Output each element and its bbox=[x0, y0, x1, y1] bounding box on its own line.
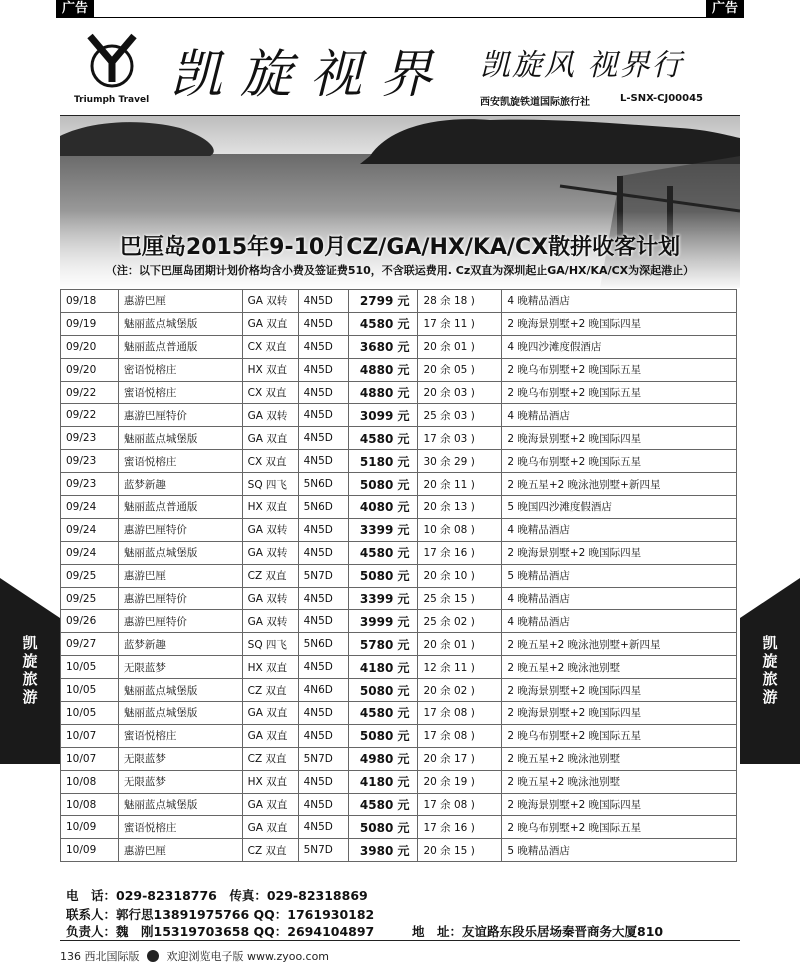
cell-seats: 12 余 11 ) bbox=[418, 656, 502, 679]
table-row bbox=[61, 450, 737, 473]
table-row bbox=[61, 541, 737, 564]
cell-price: 4880 元 bbox=[348, 358, 418, 381]
cell-date: 09/23 bbox=[61, 450, 119, 473]
cell-product: 蜜语悦榕庄 bbox=[118, 816, 242, 839]
cell-hotel: 5 晚国四沙滩度假酒店 bbox=[502, 496, 737, 519]
table-row bbox=[61, 724, 737, 747]
cell-flight: HX 双直 bbox=[242, 496, 298, 519]
cell-price: 3399 元 bbox=[348, 587, 418, 610]
cell-product: 蜜语悦榕庄 bbox=[118, 381, 242, 404]
footer bbox=[60, 948, 329, 964]
cell-product: 蓝梦新趣 bbox=[118, 633, 242, 656]
cell-flight: GA 双转 bbox=[242, 404, 298, 427]
cell-product: 魅丽蓝点城堡版 bbox=[118, 793, 242, 816]
cell-hotel: 2 晚五星+2 晚泳池别墅 bbox=[502, 770, 737, 793]
cell-days: 5N7D bbox=[298, 564, 348, 587]
cell-flight: GA 双转 bbox=[242, 541, 298, 564]
cell-flight: GA 双直 bbox=[242, 793, 298, 816]
cell-hotel: 2 晚五星+2 晚泳池别墅 bbox=[502, 656, 737, 679]
cell-price: 4880 元 bbox=[348, 381, 418, 404]
cell-seats: 20 余 15 ) bbox=[418, 839, 502, 862]
cell-date: 09/19 bbox=[61, 312, 119, 335]
cell-hotel: 2 晚海景别墅+2 晚国际四星 bbox=[502, 541, 737, 564]
cell-flight: SQ 四飞 bbox=[242, 473, 298, 496]
cell-days: 4N5D bbox=[298, 793, 348, 816]
cell-date: 10/08 bbox=[61, 770, 119, 793]
cell-seats: 17 余 16 ) bbox=[418, 541, 502, 564]
cell-price: 4580 元 bbox=[348, 427, 418, 450]
cell-hotel: 4 晚精品酒店 bbox=[502, 404, 737, 427]
cell-price: 3680 元 bbox=[348, 335, 418, 358]
cell-flight: CZ 双直 bbox=[242, 747, 298, 770]
cell-hotel: 5 晚精品酒店 bbox=[502, 839, 737, 862]
cell-seats: 17 余 16 ) bbox=[418, 816, 502, 839]
table-row bbox=[61, 335, 737, 358]
cell-seats: 20 余 01 ) bbox=[418, 633, 502, 656]
cell-price: 3099 元 bbox=[348, 404, 418, 427]
cell-date: 10/07 bbox=[61, 747, 119, 770]
cell-price: 4580 元 bbox=[348, 793, 418, 816]
cell-product: 无限蓝梦 bbox=[118, 770, 242, 793]
cell-flight: GA 双转 bbox=[242, 518, 298, 541]
table-row bbox=[61, 496, 737, 519]
cell-date: 09/18 bbox=[61, 290, 119, 313]
contact-phone: 电 话：029-82318776 传真：029-82318869 bbox=[66, 888, 368, 903]
cell-product: 魅丽蓝点普通版 bbox=[118, 496, 242, 519]
cell-days: 4N5D bbox=[298, 816, 348, 839]
cell-date: 10/05 bbox=[61, 702, 119, 725]
cell-flight: HX 双直 bbox=[242, 358, 298, 381]
cell-days: 5N6D bbox=[298, 496, 348, 519]
cell-price: 4180 元 bbox=[348, 656, 418, 679]
cell-date: 09/20 bbox=[61, 358, 119, 381]
table-row bbox=[61, 633, 737, 656]
cell-seats: 17 余 08 ) bbox=[418, 702, 502, 725]
cell-seats: 20 余 03 ) bbox=[418, 381, 502, 404]
table-row bbox=[61, 839, 737, 862]
cell-seats: 17 余 11 ) bbox=[418, 312, 502, 335]
cell-seats: 25 余 03 ) bbox=[418, 404, 502, 427]
cell-hotel: 2 晚乌布别墅+2 晚国际五星 bbox=[502, 381, 737, 404]
cell-seats: 20 余 05 ) bbox=[418, 358, 502, 381]
cell-days: 4N5D bbox=[298, 290, 348, 313]
cell-product: 魅丽蓝点城堡版 bbox=[118, 427, 242, 450]
cell-product: 魅丽蓝点城堡版 bbox=[118, 702, 242, 725]
cell-seats: 20 余 01 ) bbox=[418, 335, 502, 358]
cell-hotel: 2 晚乌布别墅+2 晚国际五星 bbox=[502, 724, 737, 747]
cell-days: 4N5D bbox=[298, 312, 348, 335]
cell-seats: 10 余 08 ) bbox=[418, 518, 502, 541]
cell-hotel: 4 晚精品酒店 bbox=[502, 587, 737, 610]
cell-date: 09/25 bbox=[61, 564, 119, 587]
cell-seats: 17 余 08 ) bbox=[418, 793, 502, 816]
cell-seats: 17 余 03 ) bbox=[418, 427, 502, 450]
cell-product: 惠游巴厘特价 bbox=[118, 404, 242, 427]
cell-price: 4580 元 bbox=[348, 702, 418, 725]
hero-banner bbox=[60, 116, 740, 288]
cell-days: 5N6D bbox=[298, 633, 348, 656]
agency-name: 西安凯旋铁道国际旅行社 bbox=[480, 97, 590, 108]
table-row bbox=[61, 770, 737, 793]
cell-date: 10/09 bbox=[61, 816, 119, 839]
cell-product: 惠游巴厘 bbox=[118, 839, 242, 862]
table-row bbox=[61, 747, 737, 770]
ad-label-left: 广告 bbox=[56, 0, 94, 18]
cell-date: 10/09 bbox=[61, 839, 119, 862]
cell-flight: CZ 双直 bbox=[242, 679, 298, 702]
cell-date: 09/26 bbox=[61, 610, 119, 633]
cell-days: 4N5D bbox=[298, 404, 348, 427]
cell-seats: 30 余 29 ) bbox=[418, 450, 502, 473]
cell-days: 4N5D bbox=[298, 610, 348, 633]
cell-hotel: 4 晚四沙滩度假酒店 bbox=[502, 335, 737, 358]
cell-price: 4180 元 bbox=[348, 770, 418, 793]
table-row bbox=[61, 312, 737, 335]
table-row bbox=[61, 381, 737, 404]
cell-product: 密语悦榕庄 bbox=[118, 358, 242, 381]
cell-days: 4N5D bbox=[298, 724, 348, 747]
cell-price: 3980 元 bbox=[348, 839, 418, 862]
cell-flight: HX 双直 bbox=[242, 770, 298, 793]
contact-person: 联系人：郭行思13891975766 QQ：1761930182 bbox=[66, 907, 375, 922]
cell-product: 惠游巴厘特价 bbox=[118, 518, 242, 541]
table-row bbox=[61, 404, 737, 427]
cell-product: 蓝梦新趣 bbox=[118, 473, 242, 496]
cell-seats: 20 余 19 ) bbox=[418, 770, 502, 793]
cell-flight: GA 双直 bbox=[242, 312, 298, 335]
cell-hotel: 5 晚精品酒店 bbox=[502, 564, 737, 587]
cell-hotel: 2 晚海景别墅+2 晚国际四星 bbox=[502, 312, 737, 335]
cell-date: 09/22 bbox=[61, 381, 119, 404]
cell-hotel: 2 晚五星+2 晚泳池别墅 bbox=[502, 747, 737, 770]
triumph-logo-icon bbox=[82, 30, 142, 90]
table-row bbox=[61, 610, 737, 633]
table-row bbox=[61, 358, 737, 381]
cell-price: 5080 元 bbox=[348, 724, 418, 747]
cell-hotel: 2 晚乌布别墅+2 晚国际五星 bbox=[502, 450, 737, 473]
contact-address: 地 址：友谊路东段乐居场秦晋商务大厦810 bbox=[412, 924, 664, 939]
schedule-title: 巴厘岛2015年9-10月CZ/GA/HX/KA/CX散拼收客计划 bbox=[119, 235, 681, 260]
cell-product: 无限蓝梦 bbox=[118, 747, 242, 770]
cell-date: 09/23 bbox=[61, 427, 119, 450]
cell-price: 2799 元 bbox=[348, 290, 418, 313]
cell-days: 4N5D bbox=[298, 358, 348, 381]
cell-flight: GA 双直 bbox=[242, 816, 298, 839]
cell-date: 09/22 bbox=[61, 404, 119, 427]
site-text: 欢迎浏览电子版 www.zyoo.com bbox=[166, 950, 330, 963]
cell-product: 魅丽蓝点城堡版 bbox=[118, 679, 242, 702]
cell-product: 魅丽蓝点城堡版 bbox=[118, 312, 242, 335]
cell-price: 3399 元 bbox=[348, 518, 418, 541]
table-row bbox=[61, 473, 737, 496]
cell-days: 4N5D bbox=[298, 587, 348, 610]
table-row bbox=[61, 793, 737, 816]
cell-seats: 25 余 15 ) bbox=[418, 587, 502, 610]
cell-days: 5N6D bbox=[298, 473, 348, 496]
cell-date: 09/25 bbox=[61, 587, 119, 610]
cell-days: 4N5D bbox=[298, 518, 348, 541]
cell-price: 4080 元 bbox=[348, 496, 418, 519]
cell-date: 09/24 bbox=[61, 541, 119, 564]
cell-hotel: 2 晚海景别墅+2 晚国际四星 bbox=[502, 793, 737, 816]
brand-name: 凯旋视界 bbox=[170, 45, 451, 105]
page-number: 136 西北国际版 bbox=[60, 950, 140, 963]
cell-flight: GA 双转 bbox=[242, 587, 298, 610]
cell-hotel: 2 晚海景别墅+2 晚国际四星 bbox=[502, 679, 737, 702]
contact-manager: 负责人：魏 刚15319703658 QQ：2694104897 bbox=[66, 924, 375, 939]
cell-price: 5080 元 bbox=[348, 679, 418, 702]
cell-date: 09/20 bbox=[61, 335, 119, 358]
cell-hotel: 2 晚海景别墅+2 晚国际四星 bbox=[502, 702, 737, 725]
cell-price: 5080 元 bbox=[348, 473, 418, 496]
cell-days: 4N5D bbox=[298, 702, 348, 725]
cell-days: 5N7D bbox=[298, 747, 348, 770]
cell-product: 惠游巴厘特价 bbox=[118, 610, 242, 633]
contact-rule bbox=[60, 940, 740, 941]
side-text-right: 凯 旋 旅 游 bbox=[762, 634, 778, 706]
cell-days: 5N7D bbox=[298, 839, 348, 862]
table-row bbox=[61, 427, 737, 450]
cell-days: 4N5D bbox=[298, 541, 348, 564]
cell-product: 惠游巴厘 bbox=[118, 564, 242, 587]
cell-hotel: 2 晚五星+2 晚泳池别墅+新四星 bbox=[502, 473, 737, 496]
globe-icon bbox=[147, 950, 159, 962]
cell-hotel: 2 晚乌布别墅+2 晚国际五星 bbox=[502, 816, 737, 839]
cell-flight: CX 双直 bbox=[242, 450, 298, 473]
table-row bbox=[61, 564, 737, 587]
cell-hotel: 4 晚精品酒店 bbox=[502, 610, 737, 633]
header bbox=[60, 18, 740, 116]
cell-hotel: 4 晚精品酒店 bbox=[502, 518, 737, 541]
cell-product: 无限蓝梦 bbox=[118, 656, 242, 679]
cell-flight: GA 双直 bbox=[242, 724, 298, 747]
cell-seats: 28 余 18 ) bbox=[418, 290, 502, 313]
cell-seats: 17 余 08 ) bbox=[418, 724, 502, 747]
ad-label-right: 广告 bbox=[706, 0, 744, 18]
license-number: L-SNX-CJ00045 bbox=[620, 93, 703, 104]
cell-days: 4N5D bbox=[298, 427, 348, 450]
schedule-table bbox=[60, 289, 737, 862]
cell-date: 09/27 bbox=[61, 633, 119, 656]
cell-flight: CZ 双直 bbox=[242, 839, 298, 862]
cell-days: 4N6D bbox=[298, 679, 348, 702]
cell-days: 4N5D bbox=[298, 656, 348, 679]
slogan: 凯旋风 视界行 bbox=[480, 48, 684, 83]
cell-seats: 20 余 13 ) bbox=[418, 496, 502, 519]
table-row bbox=[61, 656, 737, 679]
cell-product: 惠游巴厘特价 bbox=[118, 587, 242, 610]
cell-price: 4580 元 bbox=[348, 541, 418, 564]
table-row bbox=[61, 518, 737, 541]
cell-hotel: 2 晚乌布别墅+2 晚国际五星 bbox=[502, 358, 737, 381]
cell-flight: GA 双转 bbox=[242, 290, 298, 313]
cell-price: 5780 元 bbox=[348, 633, 418, 656]
cell-flight: GA 双转 bbox=[242, 610, 298, 633]
cell-days: 4N5D bbox=[298, 450, 348, 473]
side-text-left: 凯 旋 旅 游 bbox=[22, 634, 38, 706]
cell-price: 5180 元 bbox=[348, 450, 418, 473]
cell-seats: 25 余 02 ) bbox=[418, 610, 502, 633]
cell-flight: CX 双直 bbox=[242, 381, 298, 404]
cell-flight: SQ 四飞 bbox=[242, 633, 298, 656]
cell-price: 3999 元 bbox=[348, 610, 418, 633]
cell-flight: GA 双直 bbox=[242, 702, 298, 725]
cell-seats: 20 余 17 ) bbox=[418, 747, 502, 770]
cell-product: 蜜语悦榕庄 bbox=[118, 450, 242, 473]
cell-seats: 20 余 10 ) bbox=[418, 564, 502, 587]
cell-hotel: 2 晚海景别墅+2 晚国际四星 bbox=[502, 427, 737, 450]
cell-seats: 20 余 02 ) bbox=[418, 679, 502, 702]
cell-price: 4580 元 bbox=[348, 312, 418, 335]
cell-date: 10/05 bbox=[61, 679, 119, 702]
cell-flight: GA 双直 bbox=[242, 427, 298, 450]
cell-date: 09/24 bbox=[61, 518, 119, 541]
cell-price: 5080 元 bbox=[348, 564, 418, 587]
cell-product: 惠游巴厘 bbox=[118, 290, 242, 313]
cell-price: 5080 元 bbox=[348, 816, 418, 839]
cell-days: 4N5D bbox=[298, 335, 348, 358]
table-row bbox=[61, 290, 737, 313]
cell-seats: 20 余 11 ) bbox=[418, 473, 502, 496]
cell-date: 10/05 bbox=[61, 656, 119, 679]
cell-hotel: 4 晚精品酒店 bbox=[502, 290, 737, 313]
cell-flight: CZ 双直 bbox=[242, 564, 298, 587]
cell-days: 4N5D bbox=[298, 770, 348, 793]
cell-days: 4N5D bbox=[298, 381, 348, 404]
cell-date: 10/07 bbox=[61, 724, 119, 747]
table-row bbox=[61, 679, 737, 702]
schedule-note: （注：以下巴厘岛团期计划价格均含小费及签证费510，不含联运费用. Cz双直为深圳起止GA/HX/KA/CX为深起港止） bbox=[105, 264, 695, 277]
table-row bbox=[61, 702, 737, 725]
table-row bbox=[61, 816, 737, 839]
cell-price: 4980 元 bbox=[348, 747, 418, 770]
logo-text: Triumph Travel bbox=[74, 95, 150, 105]
cell-date: 09/24 bbox=[61, 496, 119, 519]
cell-date: 10/08 bbox=[61, 793, 119, 816]
cell-hotel: 2 晚五星+2 晚泳池别墅+新四星 bbox=[502, 633, 737, 656]
cell-date: 09/23 bbox=[61, 473, 119, 496]
cell-flight: HX 双直 bbox=[242, 656, 298, 679]
cell-product: 蜜语悦榕庄 bbox=[118, 724, 242, 747]
cell-product: 魅丽蓝点普通版 bbox=[118, 335, 242, 358]
cell-product: 魅丽蓝点城堡版 bbox=[118, 541, 242, 564]
table-row bbox=[61, 587, 737, 610]
cell-flight: CX 双直 bbox=[242, 335, 298, 358]
